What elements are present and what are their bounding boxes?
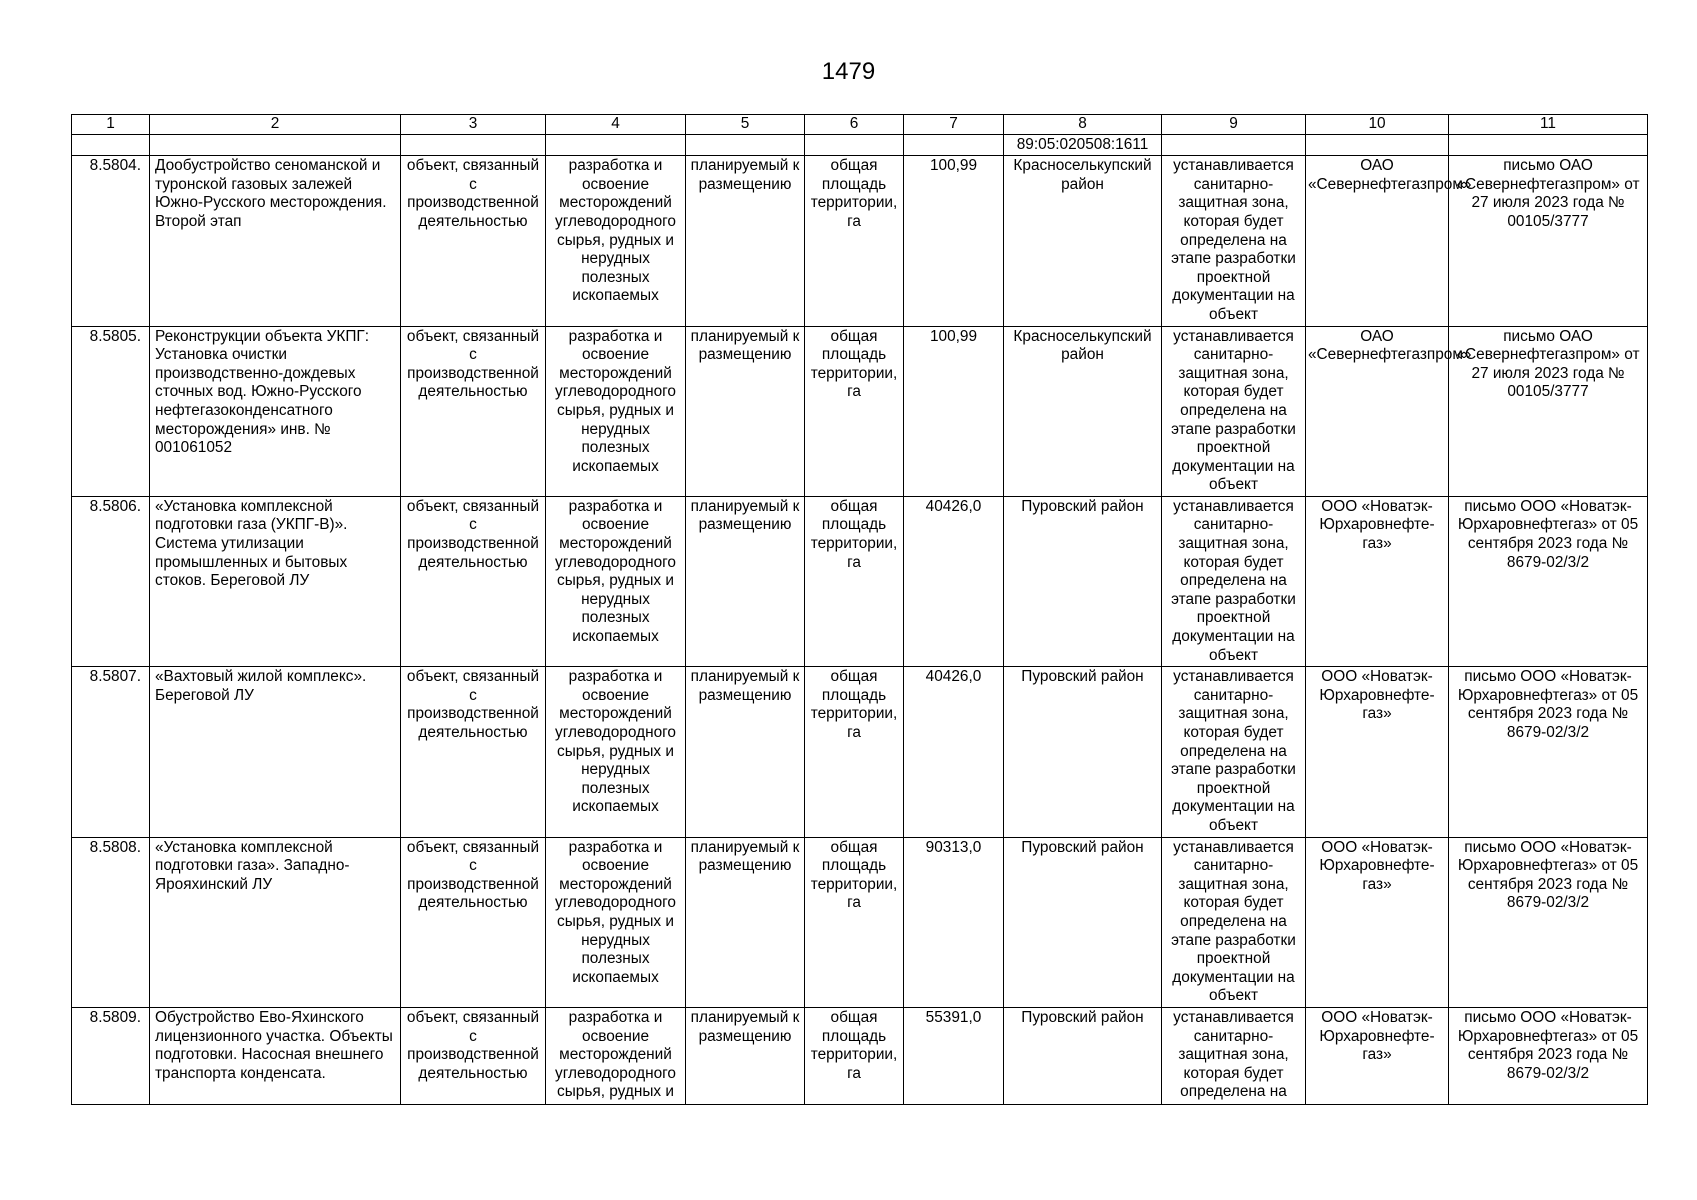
column-number: 6 <box>805 115 904 135</box>
table-row <box>72 326 1648 496</box>
measure-value: 90313,0 <box>904 837 1004 1007</box>
organization: ООО «Новатэк-Юрхаровнефте-газ» <box>1306 496 1449 666</box>
page-number: 1479 <box>821 58 876 85</box>
protection-zone: устанавливается санитарно-защитная зона, которая будет определена на этапе разработки проектной документации на объект <box>1162 837 1306 1007</box>
source-document: письмо ОАО «Севернефтегазпром» от 27 июля 2023 года № 00105/3777 <box>1449 156 1648 326</box>
column-number: 4 <box>546 115 686 135</box>
measure-unit: общая площадь территории, га <box>805 1007 904 1104</box>
column-number: 3 <box>401 115 546 135</box>
object-type: объект, связанный с производственной деятельностью <box>401 496 546 666</box>
source-document: письмо ООО «Новатэк-Юрхаровнефтегаз» от 05 сентября 2023 года № 8679-02/3/2 <box>1449 1007 1648 1104</box>
table-row <box>72 1007 1648 1104</box>
protection-zone: устанавливается санитарно-защитная зона, которая будет определена на <box>1162 1007 1306 1104</box>
object-type: объект, связанный с производственной деятельностью <box>401 667 546 837</box>
object-purpose: разработка и освоение месторождений углеводородного сырья, рудных и нерудных полезных ископаемых <box>546 667 686 837</box>
measure-unit: общая площадь территории, га <box>805 496 904 666</box>
location: Пуровский район <box>1004 496 1162 666</box>
objects-table <box>71 114 1648 1105</box>
source-document: письмо ОАО «Севернефтегазпром» от 27 июля 2023 года № 00105/3777 <box>1449 326 1648 496</box>
object-purpose: разработка и освоение месторождений углеводородного сырья, рудных и нерудных полезных ископаемых <box>546 496 686 666</box>
object-purpose: разработка и освоение месторождений углеводородного сырья, рудных и нерудных полезных ископаемых <box>546 837 686 1007</box>
column-number: 10 <box>1306 115 1449 135</box>
table-row <box>72 667 1648 837</box>
table-row <box>72 496 1648 666</box>
cadastral-row <box>72 134 1648 156</box>
object-type: объект, связанный с производственной деятельностью <box>401 326 546 496</box>
organization: ОАО «Севернефтегазпром» <box>1306 326 1449 496</box>
column-number: 1 <box>72 115 150 135</box>
location: Пуровский район <box>1004 837 1162 1007</box>
location: Красноселькупский район <box>1004 326 1162 496</box>
row-number: 8.5804. <box>72 156 150 326</box>
source-document: письмо ООО «Новатэк-Юрхаровнефтегаз» от 05 сентября 2023 года № 8679-02/3/2 <box>1449 667 1648 837</box>
column-number: 9 <box>1162 115 1306 135</box>
measure-value: 100,99 <box>904 326 1004 496</box>
organization: ООО «Новатэк-Юрхаровнефте-газ» <box>1306 837 1449 1007</box>
source-document: письмо ООО «Новатэк-Юрхаровнефтегаз» от 05 сентября 2023 года № 8679-02/3/2 <box>1449 496 1648 666</box>
protection-zone: устанавливается санитарно-защитная зона, которая будет определена на этапе разработки проектной документации на объект <box>1162 667 1306 837</box>
object-status: планируемый к размещению <box>686 156 805 326</box>
measure-value: 40426,0 <box>904 667 1004 837</box>
object-purpose: разработка и освоение месторождений углеводородного сырья, рудных и <box>546 1007 686 1104</box>
measure-unit: общая площадь территории, га <box>805 326 904 496</box>
column-number: 7 <box>904 115 1004 135</box>
organization: ОАО «Севернефтегазпром» <box>1306 156 1449 326</box>
table-row <box>72 837 1648 1007</box>
object-status: планируемый к размещению <box>686 837 805 1007</box>
measure-value: 55391,0 <box>904 1007 1004 1104</box>
table-row <box>72 156 1648 326</box>
object-purpose: разработка и освоение месторождений углеводородного сырья, рудных и нерудных полезных ископаемых <box>546 326 686 496</box>
object-name: Обустройство Ево-Яхинского лицензионного участка. Объекты подготовки. Насосная внешнего транспорта конденсата. <box>150 1007 401 1104</box>
column-number: 11 <box>1449 115 1648 135</box>
object-status: планируемый к размещению <box>686 326 805 496</box>
location: Пуровский район <box>1004 667 1162 837</box>
protection-zone: устанавливается санитарно-защитная зона, которая будет определена на этапе разработки проектной документации на объект <box>1162 496 1306 666</box>
object-name: Дообустройство сеноманской и туронской газовых залежей Южно-Русского месторождения. Второй этап <box>150 156 401 326</box>
object-status: планируемый к размещению <box>686 667 805 837</box>
column-number: 8 <box>1004 115 1162 135</box>
object-purpose: разработка и освоение месторождений углеводородного сырья, рудных и нерудных полезных ископаемых <box>546 156 686 326</box>
row-number: 8.5805. <box>72 326 150 496</box>
object-status: планируемый к размещению <box>686 1007 805 1104</box>
organization: ООО «Новатэк-Юрхаровнефте-газ» <box>1306 1007 1449 1104</box>
source-document: письмо ООО «Новатэк-Юрхаровнефтегаз» от 05 сентября 2023 года № 8679-02/3/2 <box>1449 837 1648 1007</box>
object-name: «Установка комплексной подготовки газа». Западно-Ярояхинский ЛУ <box>150 837 401 1007</box>
object-status: планируемый к размещению <box>686 496 805 666</box>
column-number: 5 <box>686 115 805 135</box>
object-type: объект, связанный с производственной деятельностью <box>401 156 546 326</box>
column-numbers-row <box>72 115 1648 135</box>
object-type: объект, связанный с производственной деятельностью <box>401 837 546 1007</box>
column-number: 2 <box>150 115 401 135</box>
organization: ООО «Новатэк-Юрхаровнефте-газ» <box>1306 667 1449 837</box>
measure-unit: общая площадь территории, га <box>805 667 904 837</box>
row-number: 8.5808. <box>72 837 150 1007</box>
protection-zone: устанавливается санитарно-защитная зона, которая будет определена на этапе разработки проектной документации на объект <box>1162 326 1306 496</box>
cadastral-number: 89:05:020508:1611 <box>1004 134 1162 156</box>
measure-value: 100,99 <box>904 156 1004 326</box>
measure-unit: общая площадь территории, га <box>805 156 904 326</box>
object-name: «Вахтовый жилой комплекс». Береговой ЛУ <box>150 667 401 837</box>
measure-unit: общая площадь территории, га <box>805 837 904 1007</box>
row-number: 8.5809. <box>72 1007 150 1104</box>
protection-zone: устанавливается санитарно-защитная зона, которая будет определена на этапе разработки проектной документации на объект <box>1162 156 1306 326</box>
location: Пуровский район <box>1004 1007 1162 1104</box>
object-name: «Установка комплексной подготовки газа (УКПГ-В)». Система утилизации промышленных и бытовых стоков. Береговой ЛУ <box>150 496 401 666</box>
row-number: 8.5806. <box>72 496 150 666</box>
location: Красноселькупский район <box>1004 156 1162 326</box>
object-name: Реконструкции объекта УКПГ: Установка очистки производственно-дождевых сточных вод. Южно-Русского нефтегазоконденсатного месторождения» инв. № 001061052 <box>150 326 401 496</box>
object-type: объект, связанный с производственной деятельностью <box>401 1007 546 1104</box>
row-number: 8.5807. <box>72 667 150 837</box>
measure-value: 40426,0 <box>904 496 1004 666</box>
